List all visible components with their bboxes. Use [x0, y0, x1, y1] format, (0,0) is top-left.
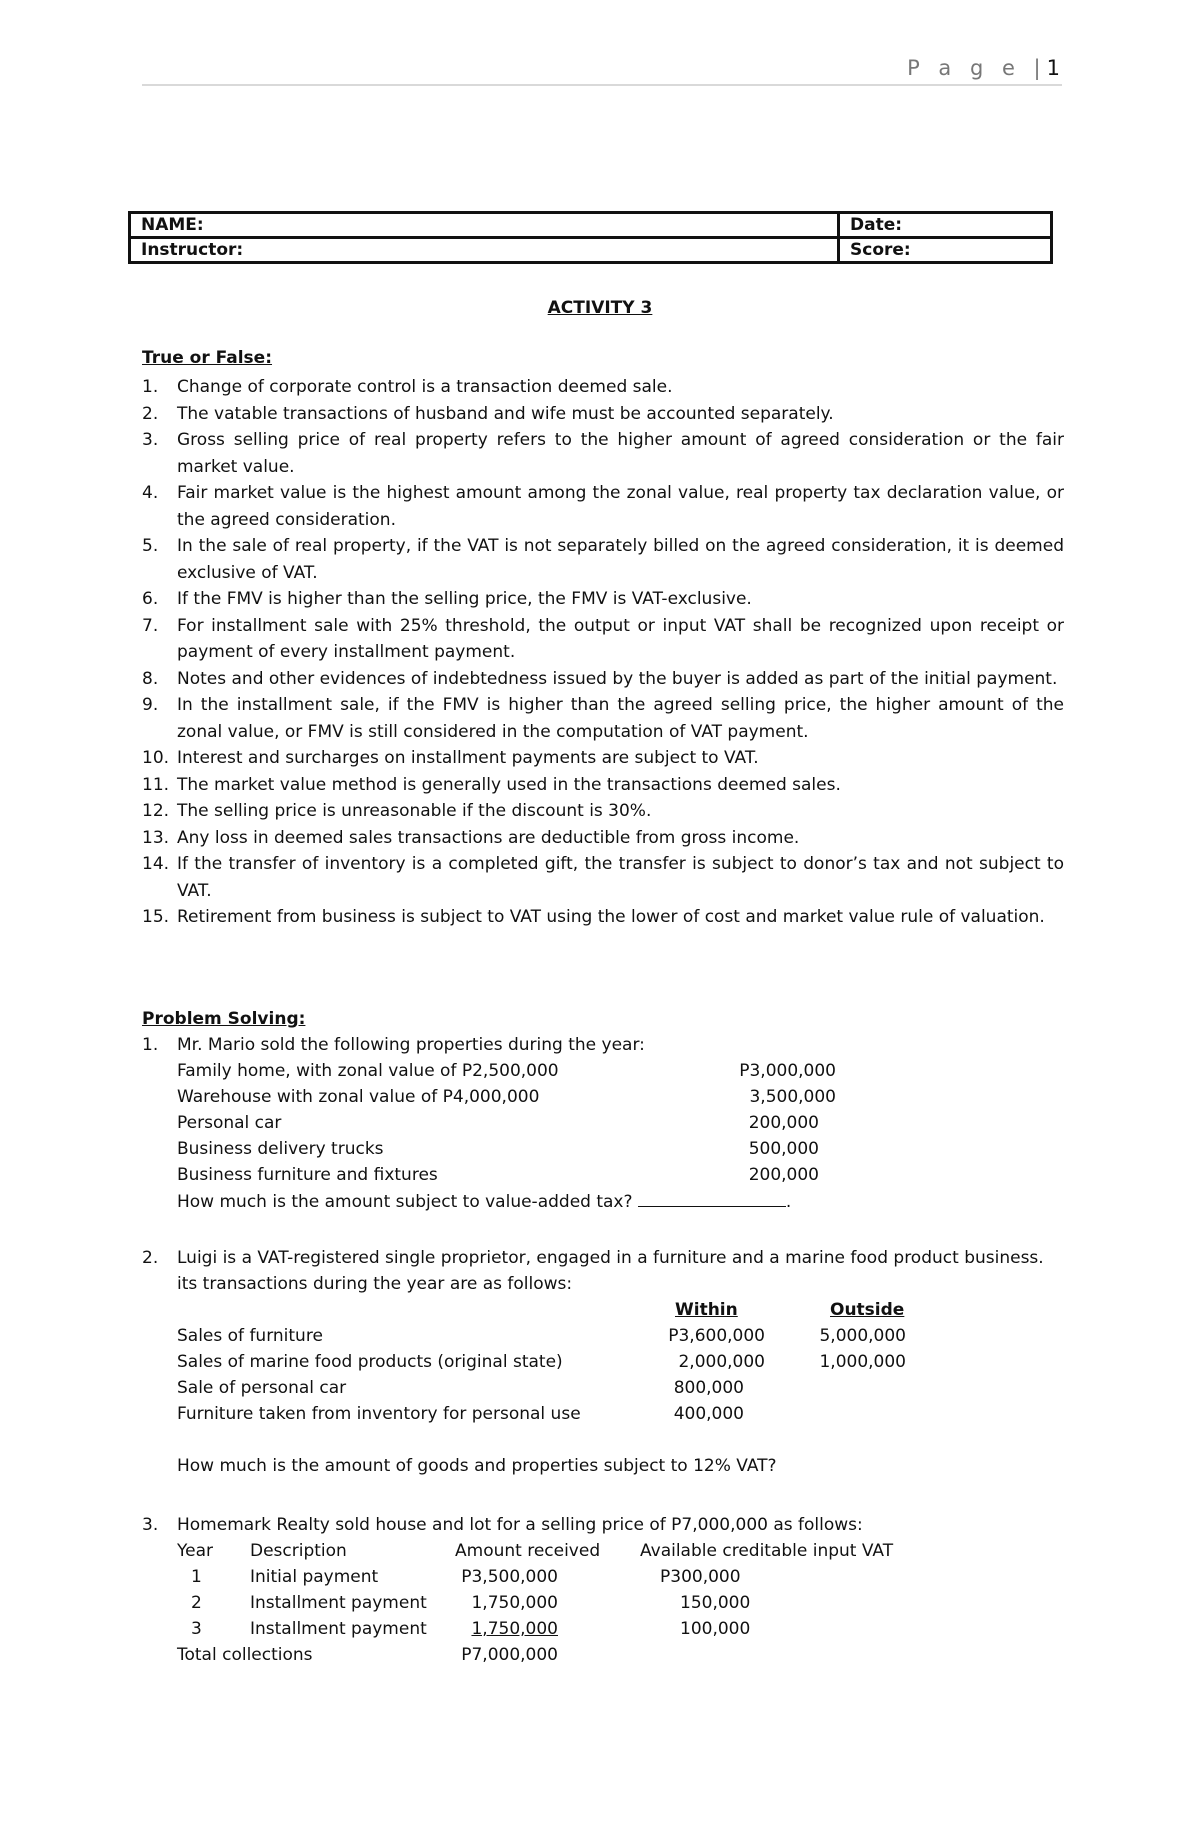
- p3-header-vat: Available creditable input VAT: [640, 1541, 894, 1561]
- problem-2-intro: Luigi is a VAT-registered single proprietor, engaged in a furniture and a marine food product business.: [177, 1248, 1044, 1268]
- p2-row-label: Sale of personal car: [177, 1378, 347, 1398]
- item-text: The selling price is unreasonable if the discount is 30%.: [177, 801, 652, 821]
- p2-question: How much is the amount of goods and properties subject to 12% VAT?: [177, 1456, 777, 1476]
- date-field[interactable]: Date:: [839, 213, 1052, 238]
- p3-header-amount: Amount received: [455, 1541, 601, 1561]
- true-false-item: [142, 480, 1064, 533]
- p2-row-within: P3,600,000: [668, 1326, 765, 1346]
- problem-solving-heading: Problem Solving:: [142, 1009, 306, 1029]
- item-text: If the FMV is higher than the selling price, the FMV is VAT-exclusive.: [177, 589, 752, 609]
- item-text: In the sale of real property, if the VAT is not separately billed on the agreed consideration, it is deemed exclusive of VAT.: [177, 536, 1064, 583]
- student-info-table: [128, 211, 1053, 264]
- item-text: If the transfer of inventory is a completed gift, the transfer is subject to donor’s tax and not subject to VAT.: [177, 854, 1064, 901]
- p1-row-label: Business furniture and fixtures: [177, 1165, 438, 1185]
- p3-row-amount: 1,750,000: [471, 1593, 558, 1613]
- item-text: Retirement from business is subject to VAT using the lower of cost and market value rule of valuation.: [177, 907, 1045, 927]
- p2-row-within: 2,000,000: [678, 1352, 765, 1372]
- true-false-item: [142, 798, 1064, 825]
- true-false-item: [142, 533, 1064, 586]
- p2-row-within: 400,000: [673, 1404, 744, 1424]
- true-false-item: [142, 851, 1064, 904]
- item-number: 8.: [142, 668, 159, 689]
- item-text: Fair market value is the highest amount among the zonal value, real property tax declaration value, or the agreed consideration.: [177, 483, 1064, 530]
- true-false-item: [142, 374, 1064, 401]
- item-number: 7.: [142, 615, 159, 636]
- page-number: [907, 56, 1060, 80]
- item-text: Any loss in deemed sales transactions are deductible from gross income.: [177, 827, 800, 848]
- item-text: Change of corporate control is a transaction deemed sale.: [177, 377, 673, 397]
- p3-row-vat: P300,000: [660, 1567, 741, 1587]
- p3-row-description: Initial payment: [250, 1567, 379, 1587]
- item-number: 4.: [142, 483, 159, 503]
- p3-row-year: 2: [191, 1593, 202, 1613]
- p3-row-amount: 1,750,000: [471, 1619, 558, 1639]
- problem-3-intro: Homemark Realty sold house and lot for a selling price of P7,000,000 as follows:: [177, 1515, 863, 1535]
- true-false-item: [142, 745, 1064, 772]
- true-false-item: [142, 904, 1064, 931]
- item-text: Gross selling price of real property refers to the higher amount of agreed consideration or the fair market value.: [177, 430, 1064, 477]
- item-text: Interest and surcharges on installment payments are subject to VAT.: [177, 748, 759, 768]
- item-number: 9.: [142, 695, 159, 715]
- score-field[interactable]: Score:: [839, 238, 1052, 263]
- p1-row-label: Business delivery trucks: [177, 1139, 384, 1159]
- p1-row-label: Personal car: [177, 1113, 282, 1133]
- true-false-item: [142, 613, 1064, 666]
- true-false-item: [142, 586, 1064, 613]
- item-number: 5.: [142, 536, 159, 556]
- p2-row-outside: 1,000,000: [819, 1352, 906, 1372]
- true-false-item: [142, 772, 1064, 799]
- answer-blank[interactable]: [638, 1188, 786, 1207]
- true-false-item: [142, 666, 1064, 693]
- item-number: 13.: [142, 827, 170, 848]
- p1-row-value: 200,000: [748, 1165, 819, 1185]
- p2-row-outside: 5,000,000: [819, 1326, 906, 1346]
- p3-row-amount: P3,500,000: [461, 1567, 558, 1587]
- p1-row-label: Family home, with zonal value of P2,500,000: [177, 1061, 559, 1081]
- item-text: In the installment sale, if the FMV is higher than the agreed selling price, the higher amount of the zonal value, or FMV is still considered in the computation of VAT payment.: [177, 695, 1064, 742]
- p3-row-year: 1: [191, 1567, 202, 1587]
- item-number: 6.: [142, 589, 159, 609]
- name-field[interactable]: NAME:: [130, 213, 839, 238]
- problem-2-number: 2.: [142, 1248, 159, 1268]
- item-number: 10.: [142, 748, 170, 768]
- col-within-header: Within: [675, 1300, 738, 1320]
- p1-row-value: P3,000,000: [739, 1061, 836, 1081]
- activity-title: ACTIVITY 3: [547, 298, 653, 318]
- true-false-item: [142, 427, 1064, 480]
- item-text: The market value method is generally used in the transactions deemed sales.: [177, 774, 841, 795]
- item-number: 15.: [142, 907, 170, 927]
- p1-question-text: How much is the amount subject to value-added tax?: [177, 1192, 633, 1212]
- header-divider: [142, 84, 1062, 86]
- problem-3-number: 3.: [142, 1515, 159, 1535]
- p1-row-value: 200,000: [748, 1113, 819, 1133]
- item-number: 12.: [142, 801, 170, 821]
- true-false-list: [142, 374, 1064, 931]
- p2-row-label: Furniture taken from inventory for personal use: [177, 1404, 581, 1424]
- p1-question-end: .: [785, 1192, 792, 1212]
- item-number: 1.: [142, 377, 159, 397]
- item-number: 3.: [142, 430, 159, 450]
- p2-row-label: Sales of furniture: [177, 1326, 323, 1346]
- p3-row-vat: 100,000: [680, 1619, 751, 1639]
- item-number: 2.: [142, 403, 159, 424]
- problem-1-number: 1.: [142, 1035, 159, 1055]
- p1-question: [177, 1188, 791, 1215]
- p2-row-label: Sales of marine food products (original state): [177, 1352, 563, 1372]
- instructor-field[interactable]: Instructor:: [130, 238, 839, 263]
- true-false-item: [142, 825, 1064, 852]
- true-false-item: [142, 401, 1064, 428]
- p3-row-description: Installment payment: [250, 1619, 427, 1639]
- p2-row-within: 800,000: [673, 1378, 744, 1398]
- p3-row-year: 3: [191, 1619, 202, 1639]
- problem-2-intro-cont: its transactions during the year are as follows:: [177, 1274, 573, 1294]
- page-number-value: 1: [1046, 56, 1060, 80]
- p3-row-description: Installment payment: [250, 1593, 427, 1613]
- p3-header-description: Description: [250, 1541, 347, 1561]
- true-false-heading: True or False:: [142, 348, 273, 368]
- true-false-item: [142, 692, 1064, 745]
- page-label: P a g e |: [907, 56, 1047, 80]
- item-text: The vatable transactions of husband and wife must be accounted separately.: [177, 403, 834, 424]
- item-number: 14.: [142, 854, 170, 874]
- col-outside-header: Outside: [830, 1300, 905, 1320]
- item-text: Notes and other evidences of indebtedness issued by the buyer is added as part of the initial payment.: [177, 668, 1058, 689]
- p3-total-label: Total collections: [177, 1645, 313, 1665]
- p3-total-amount: P7,000,000: [461, 1645, 558, 1665]
- item-text: For installment sale with 25% threshold, the output or input VAT shall be recognized upon receipt or payment of every installment payment.: [177, 615, 1064, 662]
- p3-header-year: Year: [177, 1541, 213, 1561]
- p1-row-value: 3,500,000: [749, 1087, 836, 1107]
- p1-row-label: Warehouse with zonal value of P4,000,000: [177, 1087, 540, 1107]
- item-number: 11.: [142, 774, 170, 795]
- p3-row-vat: 150,000: [680, 1593, 751, 1613]
- p1-row-value: 500,000: [748, 1139, 819, 1159]
- problem-1-intro: Mr. Mario sold the following properties during the year:: [177, 1035, 645, 1055]
